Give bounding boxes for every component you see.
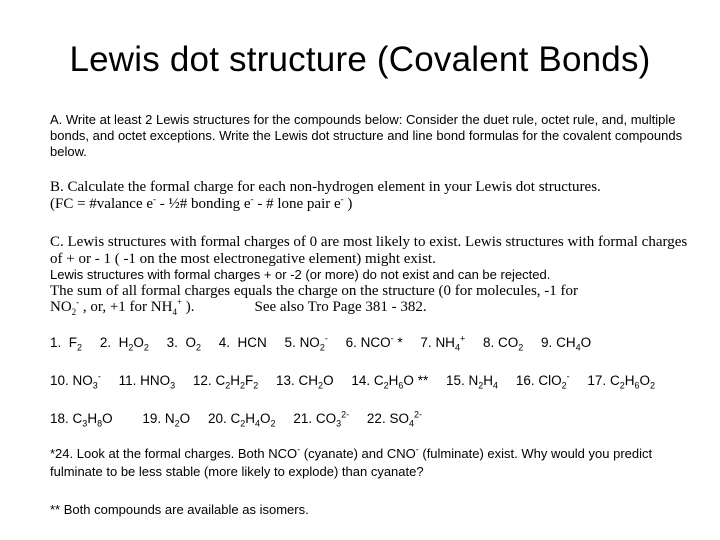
section-c-line4: $NO_2^-$ , or, +1 for $NH_4^+$ ). See also Tro Page 381 - 382. (50, 297, 427, 317)
fc-formula: (FC = #valance e- - ½# bonding e- - # lone pair e- ) (50, 194, 353, 212)
compound-row-1 (50, 334, 710, 352)
section-b-line1: B. Calculate the formal charge for each non-hydrogen element in your Lewis dot structures. (50, 179, 601, 195)
section-c-line1: C. Lewis structures with formal charges of 0 are most likely to exist. Lewis structures with formal charges of + or - 1 ( -1 on the most electronegative element) might exist. (50, 234, 688, 267)
section-c-line2: Lewis structures with formal charges + or -2 (or more) do not exist and can be rejected. (50, 267, 551, 282)
section-c-line3: The sum of all formal charges equals the charge on the structure (0 for molecules, -1 for (50, 282, 579, 299)
compound-12: 12. $C_2H_2F_2$ (192, 373, 259, 391)
compound-6: 6. NCO- * (345, 333, 403, 350)
section-b (50, 179, 690, 213)
compound-11: 11. $HNO_3$ (118, 373, 176, 391)
compound-1: 1. $F_2$ (50, 335, 83, 353)
section-c (50, 234, 690, 316)
compound-16: 16. ClO$_2$- (515, 371, 570, 391)
compound-5: 5. $NO_2^-$ (284, 333, 328, 353)
see-also-reference: See also Tro Page 381 - 382. (254, 299, 427, 315)
compound-18: 18. $C_3H_8O$ (50, 411, 113, 429)
compound-2: 2. $H_2O_2$ (99, 335, 149, 353)
compound-7: 7. $NH_4^+$ (420, 333, 466, 353)
compound-17: 17. $C_2H_6O_2$ (587, 373, 655, 391)
compound-9: 9. $CH_4O$ (541, 335, 592, 353)
page-title: Lewis dot structure (Covalent Bonds) (69, 40, 651, 79)
section-a-text: A. Write at least 2 Lewis structures for the compounds below: Consider the duet rule, octet rule, and, multiple bonds, and octet exceptions. Write the Lewis dot structure and line bond formulas for the covalent compounds below. (50, 112, 683, 159)
question-24: *24. Look at the formal charges. Both NCO- (cyanate) and CNO- (fulminate) exist. Why would you predict fulminate to be less stable (more likely to explode) than cyanate? (50, 444, 653, 479)
compound-4: 4. HCN (218, 335, 267, 350)
compound-14: 14. $C_2H_6O$ ** (351, 373, 429, 391)
compound-20: 20. $C_2H_4O_2$ (207, 411, 276, 429)
compound-row-2 (50, 372, 710, 390)
compound-10: 10. $NO_3^-$ (50, 371, 101, 391)
compound-row-3 (50, 410, 710, 428)
compound-19: 19. $N_2O$ (142, 411, 191, 429)
compound-22: 22. $SO_4^{2-}$ (366, 409, 423, 429)
compound-13: 13. $CH_2O$ (276, 373, 334, 391)
compound-3: 3. $O_2$ (166, 335, 201, 353)
compound-21: 21. $CO_3^{2-}$ (293, 409, 350, 429)
isomer-note: ** Both compounds are available as isomers. (50, 502, 309, 517)
compound-15: 15. $N_2H_4$ (445, 373, 499, 391)
compound-8: 8. $CO_2$ (482, 335, 524, 353)
